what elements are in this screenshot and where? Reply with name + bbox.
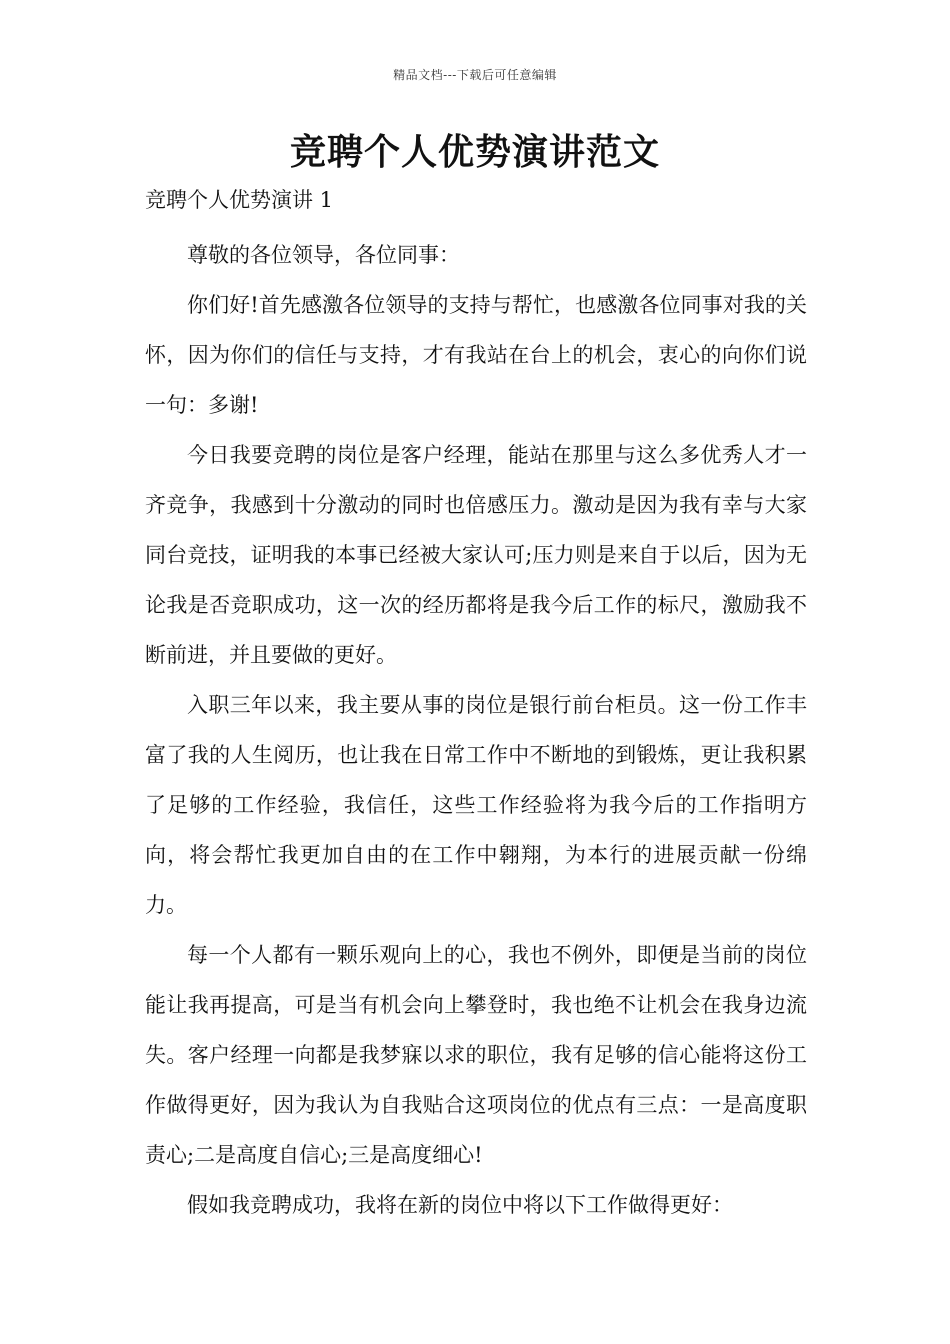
paragraph-salutation: 尊敬的各位领导，各位同事： [187,243,460,267]
document-body [145,230,807,1230]
paragraph-greeting: 你们好!首先感激各位领导的支持与帮忙，也感激各位同事对我的关怀，因为你们的信任与支持，才有我站在台上的机会，衷心的向你们说一句：多谢! [145,293,807,417]
paragraph-plan: 假如我竞聘成功，我将在新的岗位中将以下工作做得更好： [187,1193,733,1217]
header-note: 精品文档---下载后可任意编辑 [393,68,557,82]
section-subtitle: 竞聘个人优势演讲 1 [145,188,334,212]
document-title: 竞聘个人优势演讲范文 [289,131,660,173]
paragraph-position: 今日我要竞聘的岗位是客户经理，能站在那里与这么多优秀人才一齐竞争，我感到十分激动的同时也倍感压力。激动是因为我有幸与大家同台竞技，证明我的本事已经被大家认可;压力则是来自于以后，因为无论我是否竞职成功，这一次的经历都将是我今后工作的标尺，激励我不断前进，并且要做的更好。 [145,443,807,667]
paragraph-strengths: 每一个人都有一颗乐观向上的心，我也不例外，即便是当前的岗位能让我再提高，可是当有机会向上攀登时，我也绝不让机会在我身边流失。客户经理一向都是我梦寐以求的职位，我有足够的信心能将这份工作做得更好，因为我认为自我贴合这项岗位的优点有三点：一是高度职责心;二是高度自信心;三是高度细心! [145,943,807,1167]
paragraph-experience: 入职三年以来，我主要从事的岗位是银行前台柜员。这一份工作丰富了我的人生阅历，也让我在日常工作中不断地的到锻炼，更让我积累了足够的工作经验，我信任，这些工作经验将为我今后的工作指明方向，将会帮忙我更加自由的在工作中翱翔，为本行的进展贡献一份绵力。 [145,693,807,917]
